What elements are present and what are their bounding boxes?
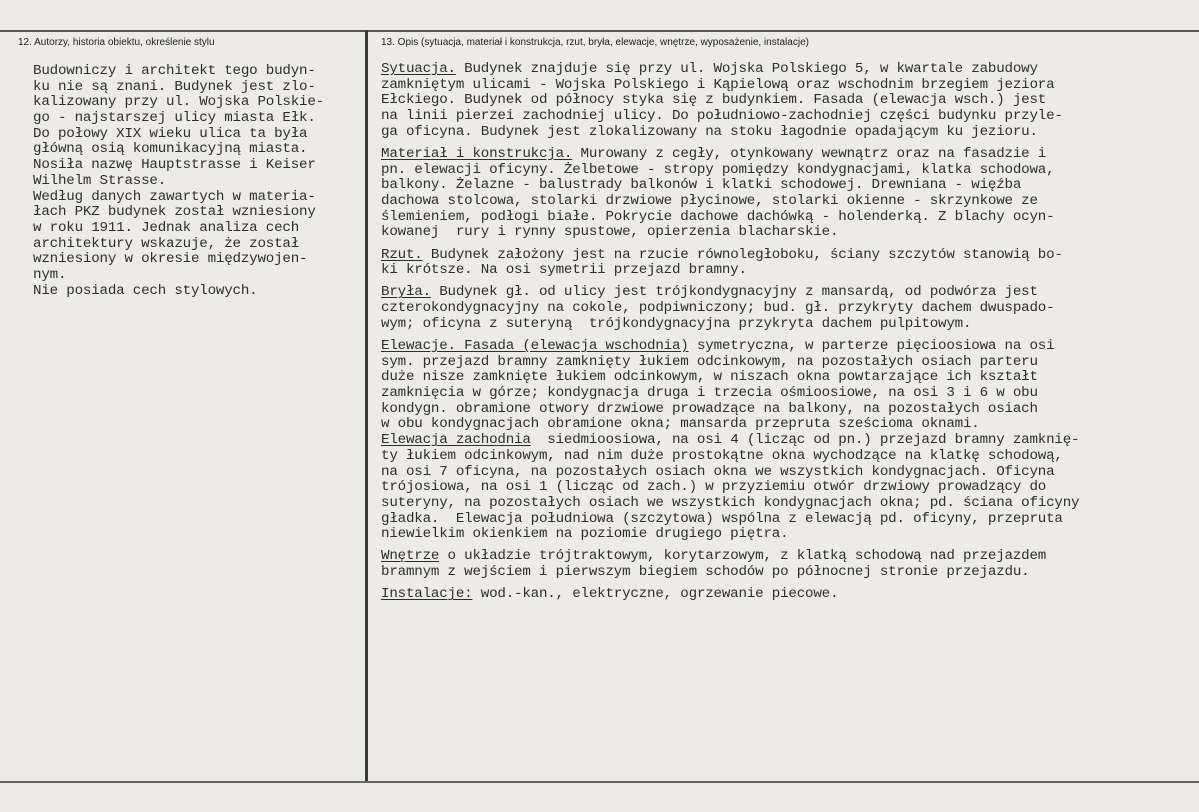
left-text-line: łach PKZ budynek został wzniesiony xyxy=(33,204,316,221)
description-line xyxy=(381,339,1079,355)
line-text: czterokondygnacyjny na cokole, podpiwniczony; bud. gł. przykryty dachem dwuspado- xyxy=(381,300,1055,317)
bottom-rule xyxy=(0,781,1199,783)
section-heading: Wnętrze xyxy=(381,548,440,565)
description-line xyxy=(381,248,1079,264)
line-text: o układzie trójtraktowym, korytarzowym, z klatką schodową nad przejazdem xyxy=(439,548,1047,565)
left-text-line: w roku 1911. Jednak analiza cech xyxy=(33,219,300,236)
description-paragraph xyxy=(381,549,1079,580)
section-heading: Rzut. xyxy=(381,246,423,263)
section-12-header: 12. Autorzy, historia obiektu, określenie stylu xyxy=(18,37,215,48)
description-line xyxy=(381,210,1079,226)
line-text: trójosiowa, na osi 1 (licząc od zach.) w przyziemiu otwór drzwiowy prowadzący do xyxy=(381,479,1047,496)
left-text-line: Nie posiada cech stylowych. xyxy=(33,282,258,299)
description-line xyxy=(381,178,1079,194)
line-text: balkony. Żelazne - balustrady balkonów i klatki schodowej. Drewniana - więźba xyxy=(381,177,1022,194)
description-line xyxy=(381,449,1079,465)
column-divider xyxy=(365,30,368,782)
line-text: na linii pierzei zachodniej ulicy. Do południowo-zachodniej części budynku przyle- xyxy=(381,108,1063,125)
line-text: zamknięcia w górze; kondygnacja druga i trzecia ośmioosiowe, na osi 3 i 6 w obu xyxy=(381,385,1038,402)
description-line xyxy=(381,301,1079,317)
line-text: ga oficyna. Budynek jest zlokalizowany na stoku łagodnie opadającym ku jezioru. xyxy=(381,123,1038,140)
line-text: zamkniętym ulicami - Wojska Polskiego i Kąpielową oraz wschodnim brzegiem jeziora xyxy=(381,76,1055,93)
top-rule xyxy=(0,30,1199,32)
description-line xyxy=(381,317,1079,333)
line-text: suteryny, na pozostałych osiach we wszystkich kondygnacjach okna; pd. ściana oficyny xyxy=(381,494,1080,511)
building-description-text xyxy=(381,62,1079,610)
line-text: kowanej rury i rynny spustowe, opierzenia blacharskie. xyxy=(381,224,839,241)
description-line xyxy=(381,225,1079,241)
description-line xyxy=(381,386,1079,402)
line-text: siedmioosiowa, na osi 4 (licząc od pn.) przejazd bramny zamknię- xyxy=(530,432,1080,449)
description-paragraph xyxy=(381,285,1079,332)
section-heading: Sytuacja. xyxy=(381,61,456,77)
left-text-line: wzniesiony w okresie międzywojen- xyxy=(33,251,308,268)
description-line xyxy=(381,62,1079,78)
line-text: Murowany z cegły, otynkowany wewnątrz oraz na fasadzie i xyxy=(572,145,1047,162)
left-text-line: kalizowany przy ul. Wojska Polskie- xyxy=(33,94,324,111)
description-line xyxy=(381,194,1079,210)
description-line xyxy=(381,565,1079,581)
left-text-line: Budowniczy i architekt tego budyn- xyxy=(33,63,316,79)
line-text: bramnym z wejściem i pierwszym biegiem schodów po północnej stronie przejazdu. xyxy=(381,564,1030,581)
left-text-line: Nosiła nazwę Hauptstrasse i Keiser xyxy=(33,157,316,174)
line-text: Budynek założony jest na rzucie równoległoboku, ściany szczytów stanowią bo- xyxy=(422,246,1063,263)
description-line xyxy=(381,417,1079,433)
description-paragraph xyxy=(381,587,1079,603)
description-line xyxy=(381,402,1079,418)
description-paragraph xyxy=(381,147,1079,241)
description-line xyxy=(381,93,1079,109)
line-text: ty łukiem odcinkowym, nad nim duże prostokątne okna wychodzące na klatkę schodową, xyxy=(381,447,1063,464)
line-text: Ełckiego. Budynek od północy styka się z budynkiem. Fasada (elewacja wsch.) jest xyxy=(381,92,1047,109)
description-line xyxy=(381,527,1079,543)
left-text-line: architektury wskazuje, że został xyxy=(33,235,300,252)
line-text: wym; oficyna z suteryną trójkondygnacyjna przykryta dachem pulpitowym. xyxy=(381,315,972,332)
section-heading: Materiał i konstrukcja. xyxy=(381,145,573,162)
description-paragraph xyxy=(381,62,1079,140)
section-13-header: 13. Opis (sytuacja, materiał i konstrukcja, rzut, bryła, elewacje, wnętrze, wyposażenie, instalacje) xyxy=(381,37,809,48)
description-paragraph xyxy=(381,339,1079,543)
description-line xyxy=(381,512,1079,528)
description-line xyxy=(381,78,1079,94)
line-text: niewielkim okienkiem na poziomie drugiego piętra. xyxy=(381,526,789,543)
line-text: symetryczna, w parterze pięcioosiowa na osi xyxy=(688,338,1055,354)
line-text: w obu kondygnacjach obramione okna; mansarda przepruta sześcioma oknami. xyxy=(381,416,980,433)
description-paragraph xyxy=(381,248,1079,279)
section-heading: Instalacje: xyxy=(381,586,473,603)
line-text: dachowa stolcowa, stolarki drzwiowe płycinowe, stolarki okienne - skrzynkowe ze xyxy=(381,193,1038,209)
description-line xyxy=(381,285,1079,301)
left-text-line: Do połowy XIX wieku ulica ta była xyxy=(33,125,308,142)
section-heading: Elewacja zachodnia xyxy=(381,432,531,449)
description-line xyxy=(381,549,1079,565)
line-text: ki krótsze. Na osi symetrii przejazd bramny. xyxy=(381,262,747,279)
description-line xyxy=(381,147,1079,163)
description-line xyxy=(381,433,1079,449)
left-text-line: ku nie są znani. Budynek jest zlo- xyxy=(33,78,316,95)
line-text: pn. elewacji oficyny. Żelbetowe - stropy pomiędzy kondygnacjami, klatka schodowa, xyxy=(381,161,1055,178)
left-text-line: go - najstarszej ulicy miasta Ełk. xyxy=(33,110,316,127)
description-line xyxy=(381,370,1079,386)
line-text: duże nisze zamknięte łukiem odcinkowym, w niszach okna powtarzające ich kształt xyxy=(381,369,1038,386)
section-heading: Bryła. xyxy=(381,284,431,301)
description-line xyxy=(381,480,1079,496)
description-line xyxy=(381,587,1079,603)
line-text: Budynek gł. od ulicy jest trójkondygnacyjny z mansardą, od podwórza jest xyxy=(430,284,1038,301)
line-text: ślemieniem, podłogi białe. Pokrycie dachowe dachówką - holenderką. Z blachy ocyn- xyxy=(381,208,1055,225)
description-line xyxy=(381,125,1079,141)
description-line xyxy=(381,355,1079,371)
left-text-line: nym. xyxy=(33,266,67,283)
description-line xyxy=(381,496,1079,512)
authors-history-text xyxy=(33,64,324,299)
description-line xyxy=(381,263,1079,279)
left-text-line: Według danych zawartych w materia- xyxy=(33,188,316,205)
left-text-line: Wilhelm Strasse. xyxy=(33,172,167,189)
line-text: kondygn. obramione otwory drzwiowe prowadzące na balkony, na pozostałych osiach xyxy=(381,400,1038,417)
description-line xyxy=(381,163,1079,179)
line-text: na osi 7 oficyna, na pozostałych osiach okna we wszystkich kondygnacjach. Oficyna xyxy=(381,463,1055,480)
description-line xyxy=(381,109,1079,125)
left-text-line: główną osią komunikacyjną miasta. xyxy=(33,141,308,158)
line-text: Budynek znajduje się przy ul. Wojska Polskiego 5, w kwartale zabudowy xyxy=(455,61,1038,77)
line-text: gładka. Elewacja południowa (szczytowa) wspólna z elewacją pd. oficyny, przepruta xyxy=(381,510,1063,527)
line-text: sym. przejazd bramny zamknięty łukiem odcinkowym, na pozostałych osiach parteru xyxy=(381,353,1038,370)
line-text: wod.-kan., elektryczne, ogrzewanie piecowe. xyxy=(472,586,839,603)
section-heading: Elewacje. Fasada (elewacja wschodnia) xyxy=(381,338,689,354)
description-line xyxy=(381,465,1079,481)
